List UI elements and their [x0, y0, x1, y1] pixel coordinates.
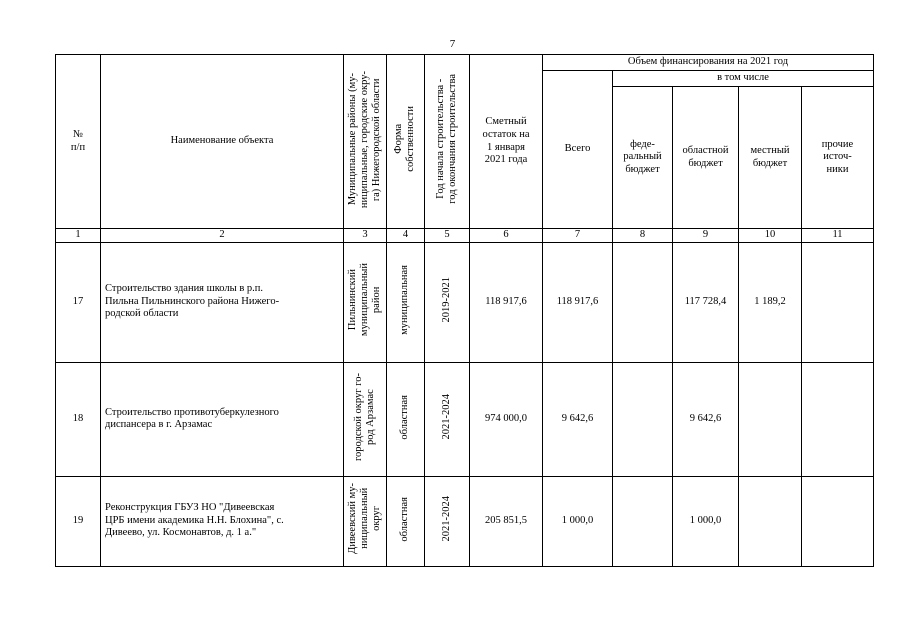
column-number: 1 — [56, 229, 101, 243]
column-number: 3 — [344, 229, 387, 243]
header-years: Год начала строительства - год окончания строительства — [425, 55, 470, 229]
table-row — [56, 242, 874, 362]
row-ownership: областная — [387, 362, 425, 476]
header-financing-group: Объем финансирования на 2021 год — [543, 55, 874, 71]
column-number: 6 — [470, 229, 543, 243]
row-municipality: Пильнинский муниципальный район — [344, 242, 387, 362]
row-total: 9 642,6 — [543, 362, 613, 476]
header-remaining: Сметный остаток на 1 января 2021 года — [470, 55, 543, 229]
row-years: 2021-2024 — [425, 476, 470, 566]
row-regional: 1 000,0 — [673, 476, 739, 566]
row-total: 1 000,0 — [543, 476, 613, 566]
column-number-row — [56, 229, 874, 243]
row-years: 2021-2024 — [425, 362, 470, 476]
table-row — [56, 476, 874, 566]
header-total: Всего — [543, 71, 613, 229]
row-ownership: областная — [387, 476, 425, 566]
header-row — [56, 55, 874, 71]
column-number: 4 — [387, 229, 425, 243]
row-years: 2019-2021 — [425, 242, 470, 362]
row-local — [739, 476, 802, 566]
row-name: Строительство здания школы в р.п. Пильна Пильнинского района Нижего- родской области — [101, 242, 344, 362]
column-number: 2 — [101, 229, 344, 243]
row-local: 1 189,2 — [739, 242, 802, 362]
header-municipality: Муниципальные районы (му- ниципальные, городские окру- га) Нижегородской области — [344, 55, 387, 229]
page-number: 7 — [449, 38, 456, 50]
row-municipality: городской округ го- род Арзамас — [344, 362, 387, 476]
header-federal: феде- ральный бюджет — [613, 87, 673, 229]
header-local: местный бюджет — [739, 87, 802, 229]
row-federal — [613, 242, 673, 362]
row-municipality: Дивеевский му- ниципальный округ — [344, 476, 387, 566]
header-other: прочие источ- ники — [802, 87, 874, 229]
row-remaining: 205 851,5 — [470, 476, 543, 566]
row-name: Реконструкция ГБУЗ НО "Дивеевская ЦРБ имени академика Н.Н. Блохина", с. Дивеево, ул. Космонавтов, д. 1 а." — [101, 476, 344, 566]
row-num: 19 — [56, 476, 101, 566]
row-num: 17 — [56, 242, 101, 362]
row-remaining: 118 917,6 — [470, 242, 543, 362]
row-num: 18 — [56, 362, 101, 476]
row-local — [739, 362, 802, 476]
row-regional: 9 642,6 — [673, 362, 739, 476]
row-federal — [613, 362, 673, 476]
column-number: 5 — [425, 229, 470, 243]
column-number: 9 — [673, 229, 739, 243]
header-name: Наименование объекта — [101, 55, 344, 229]
row-name: Строительство противотуберкулезного диспансера в г. Арзамас — [101, 362, 344, 476]
column-number: 8 — [613, 229, 673, 243]
row-other — [802, 242, 874, 362]
row-federal — [613, 476, 673, 566]
column-number: 7 — [543, 229, 613, 243]
row-total: 118 917,6 — [543, 242, 613, 362]
row-ownership: муниципальная — [387, 242, 425, 362]
header-regional: областной бюджет — [673, 87, 739, 229]
header-including-group: в том числе — [613, 71, 874, 87]
row-other — [802, 362, 874, 476]
table-row — [56, 362, 874, 476]
column-number: 11 — [802, 229, 874, 243]
financing-table — [55, 54, 874, 567]
column-number: 10 — [739, 229, 802, 243]
row-regional: 117 728,4 — [673, 242, 739, 362]
row-other — [802, 476, 874, 566]
header-num: № п/п — [56, 55, 101, 229]
row-remaining: 974 000,0 — [470, 362, 543, 476]
header-ownership: Форма собственности — [387, 55, 425, 229]
